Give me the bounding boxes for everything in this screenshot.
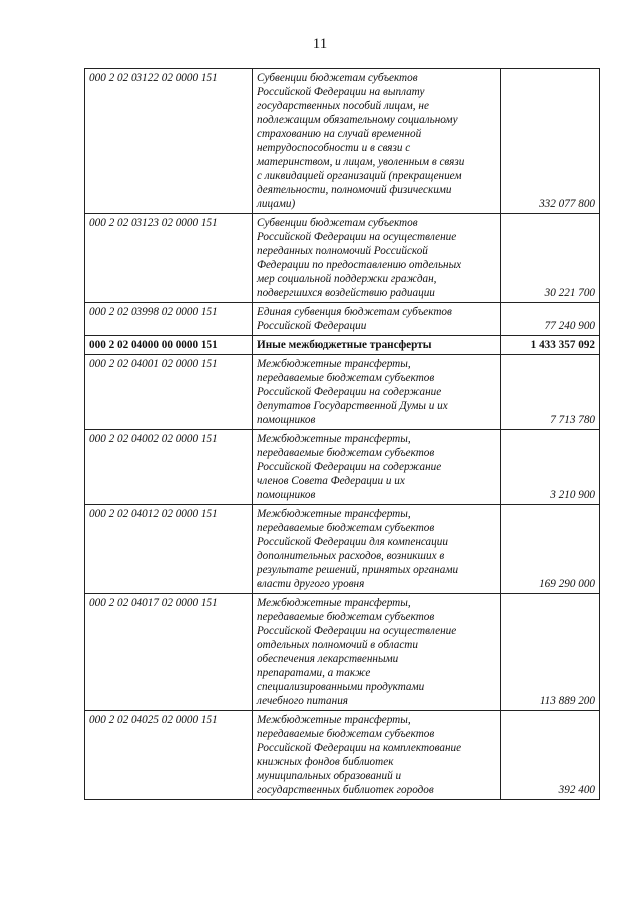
budget-name-cell	[253, 505, 501, 594]
budget-name-line: лицами)	[257, 198, 296, 210]
budget-name-line: Иные межбюджетные трансферты	[257, 339, 432, 351]
budget-name-line: мер социальной поддержки граждан,	[257, 273, 437, 285]
budget-name-line: помощников	[257, 489, 316, 501]
budget-name-cell	[253, 594, 501, 711]
budget-name-line: Российской Федерации	[257, 320, 367, 332]
budget-name-line: специализированными продуктами	[257, 681, 425, 693]
table-row	[85, 430, 600, 505]
budget-name-cell	[253, 711, 501, 800]
budget-name-line: передаваемые бюджетам субъектов	[257, 372, 435, 384]
table-row	[85, 505, 600, 594]
budget-amount-cell: 7 713 780	[501, 355, 600, 430]
budget-name-line: Российской Федерации на осуществление	[257, 625, 457, 637]
budget-code-cell: 000 2 02 04025 02 0000 151	[85, 711, 253, 800]
budget-name-line: помощников	[257, 414, 316, 426]
table-row	[85, 336, 600, 355]
budget-code-cell: 000 2 02 04017 02 0000 151	[85, 594, 253, 711]
budget-name-line: депутатов Государственной Думы и их	[257, 400, 448, 412]
budget-name-line: обеспечения лекарственными	[257, 653, 399, 665]
budget-amount-cell: 332 077 800	[501, 69, 600, 214]
budget-name-line: передаваемые бюджетам субъектов	[257, 728, 435, 740]
budget-name-line: подвергшихся воздействию радиации	[257, 287, 435, 299]
budget-name-line: книжных фондов библиотек	[257, 756, 394, 768]
budget-name-line: Российской Федерации на содержание	[257, 386, 442, 398]
budget-name-line: результате решений, принятых органами	[257, 564, 459, 576]
budget-name-cell	[253, 430, 501, 505]
budget-name-cell	[253, 214, 501, 303]
table-row	[85, 69, 600, 214]
budget-name-line: Российской Федерации для компенсации	[257, 536, 448, 548]
budget-name-line: Российской Федерации на содержание	[257, 461, 442, 473]
budget-table-body	[85, 69, 600, 800]
budget-name-line: материнством, и лицам, уволенным в связи	[257, 156, 465, 168]
budget-name-line: Межбюджетные трансферты,	[257, 508, 411, 520]
page-number: 11	[312, 36, 328, 52]
budget-amount-cell: 392 400	[501, 711, 600, 800]
budget-name-line: страхованию на случай временной	[257, 128, 422, 140]
budget-code-cell: 000 2 02 04001 02 0000 151	[85, 355, 253, 430]
budget-amount-cell: 169 290 000	[501, 505, 600, 594]
budget-name-line: Российской Федерации на осуществление	[257, 231, 457, 243]
budget-name-line: членов Совета Федерации и их	[257, 475, 405, 487]
budget-name-line: дополнительных расходов, возникших в	[257, 550, 445, 562]
budget-name-line: Российской Федерации на комплектование	[257, 742, 462, 754]
budget-name-line: передаваемые бюджетам субъектов	[257, 611, 435, 623]
budget-code-cell: 000 2 02 03123 02 0000 151	[85, 214, 253, 303]
budget-amount-cell: 1 433 357 092	[501, 336, 600, 355]
table-row	[85, 214, 600, 303]
budget-name-line: Федерации по предоставлению отдельных	[257, 259, 462, 271]
budget-code-cell: 000 2 02 03998 02 0000 151	[85, 303, 253, 336]
budget-name-line: лечебного питания	[257, 695, 348, 707]
budget-name-line: Единая субвенция бюджетам субъектов	[257, 306, 452, 318]
budget-name-line: Субвенции бюджетам субъектов	[257, 217, 418, 229]
budget-name-line: нетрудоспособности и в связи с	[257, 142, 411, 154]
budget-name-cell	[253, 69, 501, 214]
budget-name-line: деятельности, полномочий физическими	[257, 184, 452, 196]
budget-amount-cell: 3 210 900	[501, 430, 600, 505]
budget-code-cell: 000 2 02 04000 00 0000 151	[85, 336, 253, 355]
budget-name-line: с ликвидацией организаций (прекращением	[257, 170, 462, 182]
budget-name-line: Субвенции бюджетам субъектов	[257, 72, 418, 84]
budget-amount-cell: 113 889 200	[501, 594, 600, 711]
budget-amount-cell: 77 240 900	[501, 303, 600, 336]
budget-name-line: отдельных полномочий в области	[257, 639, 418, 651]
budget-name-cell	[253, 336, 501, 355]
budget-name-line: Межбюджетные трансферты,	[257, 358, 411, 370]
budget-name-line: Межбюджетные трансферты,	[257, 597, 411, 609]
budget-name-line: Межбюджетные трансферты,	[257, 433, 411, 445]
budget-name-line: государственных пособий лицам, не	[257, 100, 429, 112]
budget-code-cell: 000 2 02 04012 02 0000 151	[85, 505, 253, 594]
budget-name-line: подлежащим обязательному социальному	[257, 114, 458, 126]
budget-name-cell	[253, 355, 501, 430]
table-row	[85, 594, 600, 711]
budget-name-line: передаваемые бюджетам субъектов	[257, 522, 435, 534]
budget-name-cell	[253, 303, 501, 336]
budget-name-line: переданных полномочий Российской	[257, 245, 428, 257]
budget-code-cell: 000 2 02 04002 02 0000 151	[85, 430, 253, 505]
budget-name-line: Российской Федерации на выплату	[257, 86, 425, 98]
budget-name-line: Межбюджетные трансферты,	[257, 714, 411, 726]
budget-table	[84, 68, 600, 800]
budget-name-line: передаваемые бюджетам субъектов	[257, 447, 435, 459]
budget-name-line: препаратами, а также	[257, 667, 371, 679]
table-row	[85, 355, 600, 430]
table-row	[85, 711, 600, 800]
budget-name-line: государственных библиотек городов	[257, 784, 434, 796]
budget-code-cell: 000 2 02 03122 02 0000 151	[85, 69, 253, 214]
budget-name-line: муниципальных образований и	[257, 770, 402, 782]
table-row	[85, 303, 600, 336]
budget-name-line: власти другого уровня	[257, 578, 365, 590]
budget-amount-cell: 30 221 700	[501, 214, 600, 303]
